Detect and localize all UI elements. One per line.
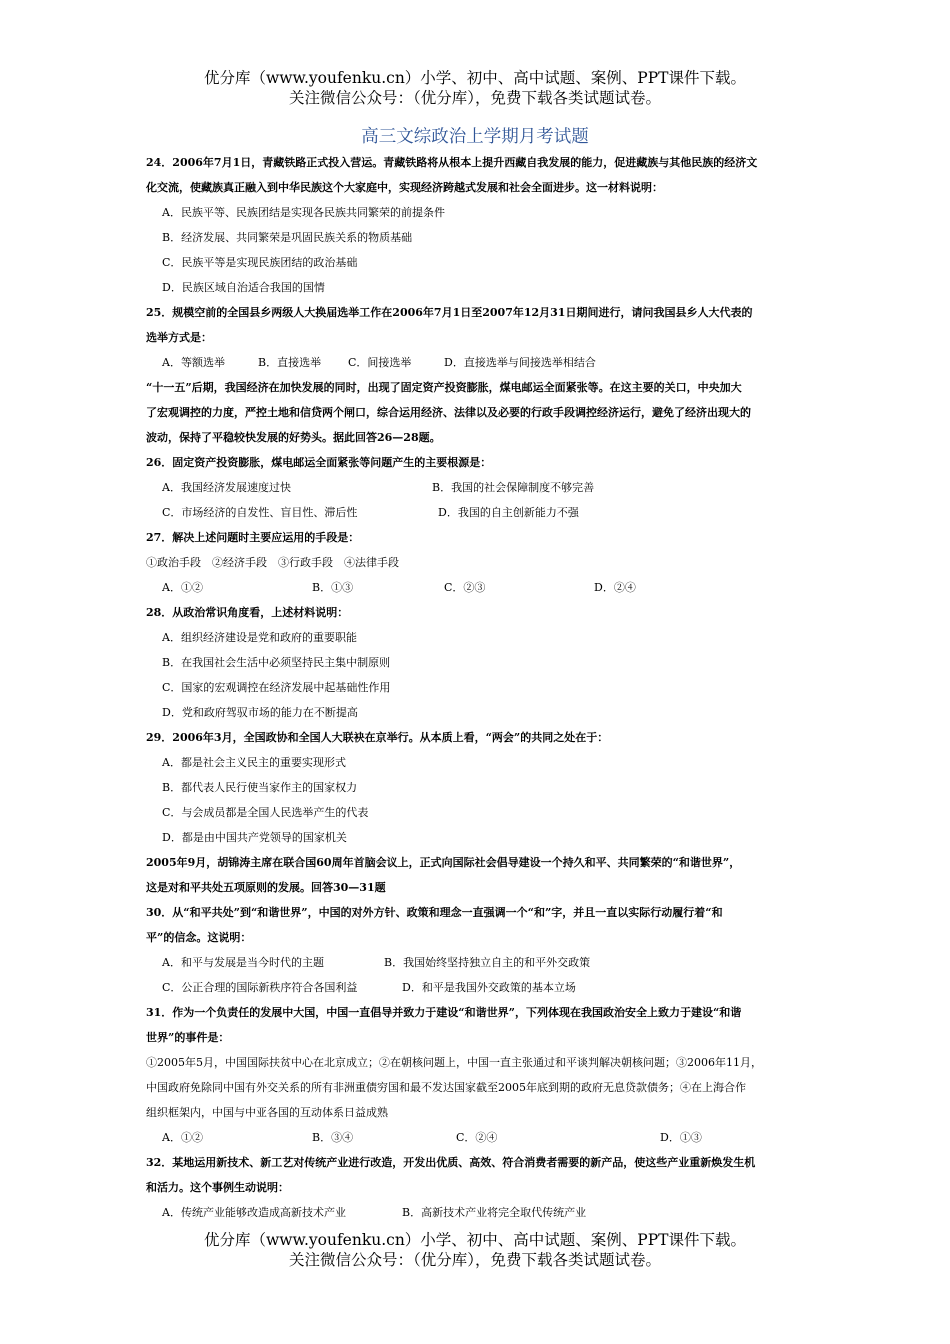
q26-option-c: C．市场经济的自发性、盲目性、滞后性 (162, 506, 358, 519)
q29-option-d: D．都是由中国共产党领导的国家机关 (162, 831, 347, 844)
q29-option-c: C．与会成员都是全国人民选举产生的代表 (162, 806, 369, 819)
q30-options-row-1 (146, 950, 806, 975)
q30-option-b: B．我国始终坚持独立自主的和平外交政策 (384, 956, 591, 969)
q24-option-a: A．民族平等、民族团结是实现各民族共同繁荣的前提条件 (162, 206, 445, 219)
exam-content (146, 150, 806, 1225)
q30-options-row-2 (146, 975, 806, 1000)
q25-stem-2: 选举方式是： (146, 331, 212, 344)
q29-option-a: A．都是社会主义民主的重要实现形式 (162, 756, 346, 769)
q28-option-d: D．党和政府驾驭市场的能力在不断提高 (162, 706, 358, 719)
q27-option-c: C．②③ (444, 581, 486, 594)
q26-option-b: B．我国的社会保障制度不够完善 (432, 481, 595, 494)
material-2-line-1: 2005年9月，胡锦涛主席在联合国60周年首脑会议上，正式向国际社会倡导建设一个持久和平、共同繁荣的“和谐世界”， (146, 856, 741, 869)
q30-option-a: A．和平与发展是当今时代的主题 (162, 956, 324, 969)
q29-option-b: B．都代表人民行使当家作主的国家权力 (162, 781, 358, 794)
q28-option-a: A．组织经济建设是党和政府的重要职能 (162, 631, 357, 644)
q26-stem: 26．固定资产投资膨胀，煤电邮运全面紧张等问题产生的主要根源是： (146, 456, 492, 469)
page-header (0, 68, 950, 108)
q30-stem-1: 30．从“和平共处”到“和谐世界”，中国的对外方针、政策和理念一直强调一个“和”字，并且一直以实际行动履行着“和 (146, 906, 723, 919)
q26-options-row-1 (146, 475, 806, 500)
q24-option-d: D．民族区域自治适合我国的国情 (162, 281, 325, 294)
q28-option-c: C．国家的宏观调控在经济发展中起基础性作用 (162, 681, 391, 694)
q25-option-a: A．等额选举 (162, 356, 225, 369)
footer-line-2: 关注微信公众号：（优分库），免费下载各类试题试卷。 (288, 1251, 661, 1269)
page-footer (0, 1230, 950, 1270)
material-2-line-2: 这是对和平共处五项原则的发展。回答30—31题 (146, 881, 386, 894)
q31-material-3: 组织框架内，中国与中亚各国的互动体系日益成熟 (146, 1106, 388, 1119)
q32-option-a: A．传统产业能够改造成高新技术产业 (162, 1206, 346, 1219)
q24-stem-2: 化交流，使藏族真正融入到中华民族这个大家庭中，实现经济跨越式发展和社会全面进步。这一材料说明： (146, 181, 663, 194)
q26-option-d: D．我国的自主创新能力不强 (438, 506, 579, 519)
q25-options (146, 350, 806, 375)
q25-option-d: D．直接选举与间接选举相结合 (444, 356, 596, 369)
q26-options-row-2 (146, 500, 806, 525)
q31-option-b: B．③④ (312, 1131, 354, 1144)
q31-material-2: 中国政府免除同中国有外交关系的所有非洲重债穷国和最不发达国家截至2005年底到期的政府无息贷款债务；④在上海合作 (146, 1081, 746, 1094)
material-1-line-2: 了宏观调控的力度，严控土地和信贷两个闸口，综合运用经济、法律以及必要的行政手段调控经济运行，避免了经济出现大的 (146, 406, 751, 419)
q27-stem: 27．解决上述问题时主要应运用的手段是： (146, 531, 360, 544)
q32-stem-1: 32．某地运用新技术、新工艺对传统产业进行改造，开发出优质、高效、符合消费者需要的新产品，使这些产业重新焕发生机 (146, 1156, 756, 1169)
q31-option-a: A．①② (162, 1131, 203, 1144)
material-1-line-1: “十一五”后期，我国经济在加快发展的同时，出现了固定资产投资膨胀，煤电邮运全面紧张等。在这主要的关口，中央加大 (146, 381, 742, 394)
q24-option-b: B．经济发展、共同繁荣是巩固民族关系的物质基础 (162, 231, 413, 244)
q30-stem-2: 平”的信念。这说明： (146, 931, 252, 944)
q29-stem: 29．2006年3月，全国政协和全国人大联袂在京举行。从本质上看，“两会”的共同之处在于： (146, 731, 609, 744)
q24-option-c: C．民族平等是实现民族团结的政治基础 (162, 256, 358, 269)
page-title: 高三文综政治上学期月考试题 (361, 127, 589, 147)
material-1-line-3: 波动，保持了平稳较快发展的好势头。据此回答26—28题。 (146, 431, 441, 444)
q24-stem-1: 24．2006年7月1日，青藏铁路正式投入营运。青藏铁路将从根本上提升西藏自我发展的能力，促进藏族与其他民族的经济文 (146, 156, 758, 169)
q31-stem-1: 31．作为一个负责任的发展中大国，中国一直倡导并致力于建设“和谐世界”，下列体现在我国政治安全上致力于建设“和谐 (146, 1006, 742, 1019)
q31-option-c: C．②④ (456, 1131, 498, 1144)
q27-option-a: A．①② (162, 581, 203, 594)
q31-option-d: D．①③ (660, 1131, 702, 1144)
q32-option-b: B．高新技术产业将完全取代传统产业 (402, 1206, 587, 1219)
q32-options-row-1 (146, 1200, 806, 1225)
q25-stem-1: 25．规模空前的全国县乡两级人大换届选举工作在2006年7月1日至2007年12月31日期间进行，请问我国县乡人大代表的 (146, 306, 753, 319)
q31-stem-2: 世界”的事件是： (146, 1031, 230, 1044)
q27-items: ①政治手段 ②经济手段 ③行政手段 ④法律手段 (146, 556, 399, 569)
q27-options (146, 575, 806, 600)
header-line-2: 关注微信公众号：（优分库），免费下载各类试题试卷。 (288, 89, 661, 107)
q32-stem-2: 和活力。这个事例生动说明： (146, 1181, 289, 1194)
q30-option-d: D．和平是我国外交政策的基本立场 (402, 981, 576, 994)
q31-options (146, 1125, 806, 1150)
q26-option-a: A．我国经济发展速度过快 (162, 481, 291, 494)
q30-option-c: C．公正合理的国际新秩序符合各国利益 (162, 981, 358, 994)
q28-stem: 28．从政治常识角度看，上述材料说明： (146, 606, 349, 619)
q31-material-1: ①2005年5月，中国国际扶贫中心在北京成立；②在朝核问题上，中国一直主张通过和平谈判解决朝核问题；③2006年11月， (146, 1056, 762, 1069)
header-line-1: 优分库（www.youfenku.cn）小学、初中、高中试题、案例、PPT课件下载。 (203, 69, 747, 87)
q27-option-b: B．①③ (312, 581, 354, 594)
q28-option-b: B．在我国社会生活中必须坚持民主集中制原则 (162, 656, 391, 669)
q25-option-c: C．间接选举 (348, 356, 412, 369)
q27-option-d: D．②④ (594, 581, 636, 594)
q25-option-b: B．直接选举 (258, 356, 322, 369)
footer-line-1: 优分库（www.youfenku.cn）小学、初中、高中试题、案例、PPT课件下载。 (203, 1231, 747, 1249)
